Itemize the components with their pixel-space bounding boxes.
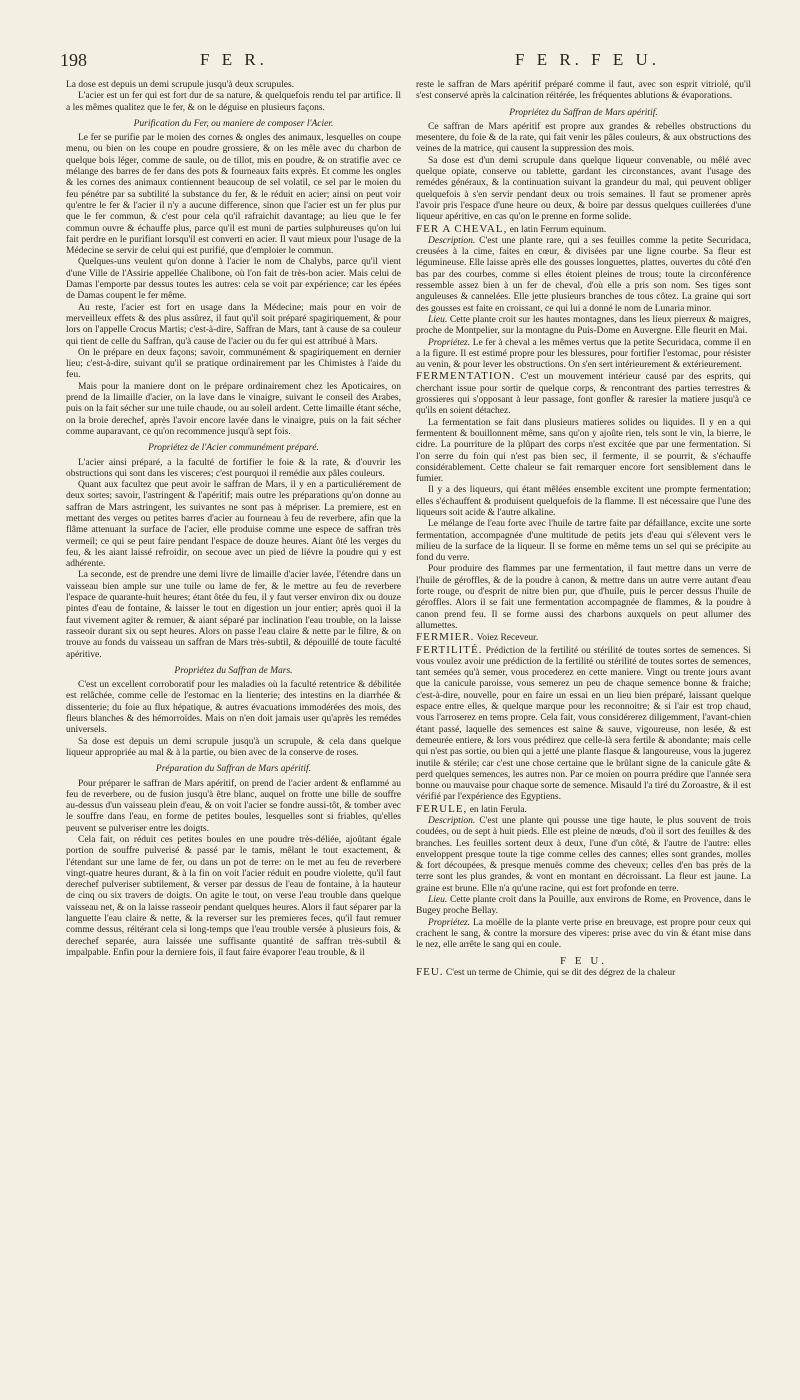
body-paragraph [416, 519, 751, 564]
entry-paragraph [416, 371, 751, 417]
entry-paragraph [416, 967, 751, 979]
body-paragraph [66, 680, 401, 736]
paragraph-text: Le mélange de l'eau forte avec l'huile de tartre faite par défaillance, excite une sorte fermentation, accompagnée d'une multitude de petits jets d'eau qui s'élevent vers le milieu de la surface de la liqueur. Il se forme en même tems un sel qui se précipite au fond du verre. [416, 519, 751, 564]
body-paragraph [416, 418, 751, 486]
paragraph-text: Le fer se purifie par le moien des cornes & ongles des animaux, lesquelles on coupe menu, ou bien on les coupe en poudre grossiere, & on les mêle avec du charbon de quelque bois léger, comme de saule, ou de tillot, mis en poudre, & on stratifie avec ce mélange des barres de fer dans des pots & fourneaux faits exprès. Et comme les ongles & les cornes des animaux contiennent beaucoup de sel volatil, ce sel par le moien du feu pénétre par sa subtilité la substance du fer, & le réduit en acier; ainsi on peut voir qu'entre le fer & l'acier il n'y a aucune difference, sinon que l'acier est un fer plus pur que le fer commun, & c'est pour cela qu'il rafraichit davantage; au lieu que le fer commun ouvre & échauffe plus, parce qu'il est muni de parties sulphureuses qu'on lui fait perdre en le purifiant lorsqu'il est converti en acier. Il vaut mieux pour l'usage de la Médecine se servir de celui qui est purifié, que d'emploier le commun. [66, 133, 401, 257]
section-heading: Purification du Fer, ou maniere de composer l'Acier. [133, 118, 334, 129]
body-paragraph [416, 315, 751, 338]
paragraph-text: Pour préparer le saffran de Mars apéritif, on prend de l'acier ardent & enflammé au feu de reverbere, ou de fusion jusqu'à être blanc, auquel on frotte une bille de souffre au-dessus d'un vaisseau plein d'eau, & on voit l'acier se fondre aussi-tôt, & tomber avec le souffre dans l'eau, en forme de petites boules, lesquelles sont si friables, qu'elles peuvent se pulveriser entre les doigts. [66, 778, 401, 834]
paragraph-text: La fermentation se fait dans plusieurs matieres solides ou liquides. Il y en a qui fermentent & bouillonnent même, sans qu'on y ajoûte rien, tels sont le vin, la bierre, le cidre. La pourriture de la plûpart des corps n'est excitée que par une fermentation. Si l'on serre du foin qui n'est pas bien sec, il fermente, il se pourrit, & s'échauffe considérablement. Cette chaleur se fait remarquer encore fort sensiblement dans le fumier. [416, 417, 751, 485]
paragraph-text: La dose est depuis un demi scrupule jusqu'à deux scrupules. [66, 80, 295, 90]
body-paragraph [66, 480, 401, 570]
entry-term: FERULE, [416, 802, 468, 815]
body-paragraph [416, 816, 751, 895]
entry-label: Propriétez. [428, 917, 471, 928]
paragraph-text: en latin Ferula. [467, 804, 527, 815]
paragraph-text: Voiez Receveur. [474, 633, 539, 644]
body-paragraph [416, 485, 751, 519]
entry-term: FERTILITÉ. [416, 643, 483, 656]
paragraph-text: Il y a des liqueurs, qui étant mêlées ensemble excitent une prompte fermentation; elles s'échauffent & produisent quelquefois de la flamme. Il est nécessaire que l'une des liqueurs soit acide & l'autre alkaline. [416, 485, 751, 518]
entry-term: FERMENTATION. [416, 370, 516, 383]
paragraph-text: Sa dose est depuis un demi scrupule jusqu'à un scrupule, & cela dans quelque liqueur appropriée au mal & à la partie, ou bien avec de la conserve de roses. [66, 736, 401, 758]
body-paragraph [66, 779, 401, 835]
body-paragraph [66, 257, 401, 302]
section-heading: Préparation du Saffran de Mars apéritif. [155, 764, 312, 775]
body-paragraph [416, 156, 751, 224]
body-paragraph [416, 895, 751, 918]
section-heading: Propriétez du Saffran de Mars apéritif. [509, 107, 658, 118]
paragraph-text: reste le saffran de Mars apéritif préparé comme il faut, avec son esprit vitriolé, qu'il s'est conservé après la calcination réitérée, les fréquentes ablutions & évaporations. [416, 80, 751, 102]
body-paragraph [66, 303, 401, 348]
paragraph-text: C'est un terme de Chimie, qui se dit des dégrez de la chaleur [443, 967, 676, 978]
paragraph-text: C'est un excellent corroboratif pour les maladies où la faculté retentrice & débilitée est relâchée, comme celle de l'estomac en la lienterie; des intestins en la diarrhée & dissenterie; du foie au flux hépatique, & autres évacuations immodérées des mois, des fleurs blanches & des hémorroïdes. Mais on n'en doit jamais user qu'après les remédes universels. [66, 680, 401, 736]
page-number: 198 [60, 50, 87, 70]
page-header [60, 50, 750, 74]
body-paragraph [416, 236, 751, 315]
body-paragraph [416, 80, 751, 103]
entry-paragraph [416, 804, 751, 816]
entry-term: FEU. [416, 965, 444, 978]
paragraph-text: L'acier ainsi préparé, a la faculté de fortifier le foie & la rate, & d'ouvrir les obstructions qui sont dans les visceres; c'est pourquoi il remédie aux pâles couleurs. [66, 457, 401, 479]
section-heading: Propriétez du Saffran de Mars. [174, 665, 293, 676]
body-paragraph [66, 737, 401, 760]
paragraph-text: C'est un mouvement intérieur causé par des esprits, qui cherchant issue pour sortir de quelque corps, & rencontrant des parties terrestres & grossieres qui s'opposant à leur passage, font gonfler & raresier la matiere jusqu'à ce qu'ils en soient détachez. [416, 372, 751, 417]
entry-label: Description. [428, 816, 476, 826]
section-heading: Propriétez de l'Acier communément préparé. [148, 443, 319, 454]
paragraph-text: Pour produire des flammes par une fermentation, il faut mettre dans un verre de l'huile de géroffles, & de la poudre à canon, & mettre dans un autre verre autant d'eau forte rouge, ou d'esprit de nitre bien pur, que d'huile, puis le percer dessus l'huile de géroffles. Alors il se fait une fermentation accompagnée de flammes, & la poudre à canon prend feu. Il se forme aussi des charbons auxquels on peut allumer des allumettes. [416, 564, 751, 631]
body-paragraph [416, 122, 751, 156]
entry-label: Propriétez. [428, 337, 471, 348]
body-paragraph [66, 382, 401, 438]
paragraph-text: L'acier est un fer qui est fort dur de sa nature, & quelquefois rendu tel par artifice. Il a les mêmes qualitez que le fer, & on le déguise en plusieurs façons. [66, 91, 401, 113]
paragraph-text: Cette plante croit sur les hautes montagnes, dans les lieux pierreux & maigres, proche de Montpelier, sur la montagne du Puis-Dome en Auvergne. Elle fleurit en Mai. [416, 314, 751, 337]
paragraph-text: en latin Ferrum equinum. [507, 224, 607, 235]
entry-paragraph [416, 224, 751, 236]
body-paragraph [416, 918, 751, 952]
paragraph-text: La moëlle de la plante verte prise en breuvage, est propre pour ceux qui crachent le sang, & contre la morsure des viperes: prise avec du vin & étant mise dans le nez, elle arrête le sang qui en coule. [416, 917, 751, 951]
paragraph-text: Sa dose est d'un demi scrupule dans quelque liqueur convenable, ou mêlé avec quelque opiate, conserve ou tablette, gardant les circonstances, avant l'usage des remédes généraux, & la continuation suivant la grandeur du mal, qui peuvent obliger quelquefois à s'en servir pendant deux ou trois semaines. Il faut se promener après l'avoir pris l'espace d'une heure ou deux, & boire par dessus quelques cuillerées d'une liqueur apéritive, en cas qu'on le prenne en forme solide. [416, 155, 751, 223]
paragraph-text: Le fer à cheval a les mêmes vertus que la petite Securidaca, comme il en a la figure. Il est estimé propre pour les blessures, pour fortifier l'estomac, pour résister au venin, & pour lever les obstructions. On s'en sert intérieurement & extérieurement. [416, 337, 751, 371]
entry-label: Description. [428, 235, 476, 246]
paragraph-text: C'est une plante qui pousse une tige haute, le plus souvent de trois coudées, ou de sept à huit pieds. Elle est pleine de nœuds, d'où il sort des feuilles & des branches. Les feuilles sortent deux à deux, l'une d'un côté, & l'autre de l'autre: elles enveloppent presque toute la tige comme celles des cannes; elles sont grandes, molles & fort découpées, & presque menuës comme des cheveux; celles d'en bas près de la terre sont les plus grandes, & vont en montant en décroissant. La fleur est jaune. La graine est brune. Elle n'a qu'une racine, qui est fort profonde en terre. [416, 816, 751, 894]
paragraph-text: C'est une plante rare, qui a ses feuilles comme la petite Securidaca, creusées à la cime, faites en cœur, & divisées par une ligne courbe. Sa fleur est légumineuse. Elle laisse après elle des gousses longuettes, plattes, ouvertes du côté d'en bas par des courbes, comme si elles étoient pleines de trous; toute la circonférence ressemble assez bien à un fer de cheval, d'où elle a pris son nom. Ses tiges sont anguleuses & cannelées. Elle jette plusieurs branches de tous côtez. La graine qui sort des gousses est faite en croissant, ce qui lui a donné le nom de Lunaria minor. [416, 235, 751, 314]
paragraph-text: On le prépare en deux façons; savoir, communément & spagiriquement en dernier lieu; c'est-à-dire, suivant qu'il se pratique ordinairement par les Chimistes à l'aide du feu. [66, 347, 401, 381]
right-column [416, 80, 751, 1360]
paragraph-text: Prédiction de la fertilité ou stérilité de toutes sortes de semences. Si vous voulez avoir une prédiction de la fertilité ou stérilité de toutes sortes de semences, tant semées qu'à semer, vous procederez en cette maniere. Vingt ou trente jours avant que la canicule paroisse, vous semerez un peu de chaque semence bonne & fraiche; c'est-à-dire, nouvelle, pour en faire un essai en un lieu bien préparé, laissant quelque espace entre elles, & quelque marque pour les reconnoitre; & si l'air est trop chaud, vous l'arroserez en tems propre. Cela fait, vous considérerez diligemment, l'avant-chien étant passé, laquelle des semences est saine & sauve, vigoureuse, non lesée, & est demeurée entiere, & lors vous prédirez que celle-là sera fertile & abondante; mais celle qui n'est pas sortie, ou bien qui a jetté une plante flasque & langoureuse, vous la jugerez inutile & stérile; car c'est une chose certaine que le brûlant signe de la canicule gâte & perd quelques semences, les autres non. Par ce moien on pourra prédire que l'année sera bonne ou mauvaise pour chaque sorte de semence. Misauld l'a tiré du Zoroastre, & il est vérifié par l'expérience des Egyptiens. [416, 645, 751, 803]
left-column [66, 80, 401, 1360]
entry-term: FER A CHEVAL, [416, 222, 508, 235]
running-head-left: F E R. [200, 50, 268, 69]
body-paragraph [416, 564, 751, 632]
entry-label: Lieu. [428, 895, 448, 906]
paragraph-text: Quelques-uns veulent qu'on donne à l'acier le nom de Chalybs, parce qu'il vient d'une Ville de l'Assirie appellée Chalibone, où l'on fait de très-bon acier. Mais celui de Damas l'emporte par dessus toutes les autres: cela se voit par expérience; car les épées de Damas coupent le fer même. [66, 257, 401, 302]
paragraph-text: La seconde, est de prendre une demi livre de limaille d'acier lavée, l'étendre dans un vaisseau bien ample sur une tuile ou lame de fer, & le mettre au feu de reverbere l'espace de quarante-huit heures; étant ôtée du feu, il y faut verser environ dix ou douze pintes d'eau de fontaine, & laisser le tout en digestion un jour entier; après quoi il la faut vivement agiter & remuer, & aiant séparé par inclination l'eau trouble, on la laisse rasseoir durant six ou sept heures. Alors on passe l'eau claire & nette par le filtre, & on trouve au fonds du vaisseau un saffran de Mars très-subtil, & dépouillé de toute faculté apéritive. [66, 570, 401, 660]
body-paragraph [66, 348, 401, 382]
entry-label: Lieu. [428, 314, 448, 325]
body-paragraph [66, 458, 401, 481]
body-paragraph [66, 835, 401, 959]
paragraph-text: Au reste, l'acier est fort en usage dans la Médecine; mais pour en voir de merveilleux effets & des plus assûrez, il faut qu'il soit préparé spagiriquement, & pour lors on l'appelle Crocus Martis; c'est-à-dire, Saffran de Mars, tant à cause de sa couleur qui tient de celle du Saffran, qu'à cause de l'acier ou du fer qui est attribué à Mars. [66, 302, 401, 347]
paragraph-text: Cela fait, on réduit ces petites boules en une poudre très-déliée, ajoûtant égale portion de souffre pulverisé & passé par le tamis, mêlant le tout exactement, & l'étendant sur une lame de fer, ou dans un pot de terre: on le met au feu de reverbere vingt-quatre heures durant, & à la fin on voit l'acier réduit en poudre violette, qu'il faut derechef pulveriser subtilement, & verser par dessus de l'eau de fontaine, à la hauteur de cinq ou six travers de doigts. On agite le tout, on verse l'eau trouble dans quelque vaisseau net, & on la laisse rasseoir pendant quelques heures. Alors il faut séparer par la languette l'eau claire & nette, & la reverser sur les premieres feces, qu'il faut remuer comme dessus, réitérant cela si long-temps que l'eau trouble versée à plusieurs fois, & derechef separée, aura laissée une suffisante quantité de saffran très-subtil & impalpable. Enfin pour la derniere fois, il faut faire évaporer l'eau trouble, & il [66, 835, 401, 958]
paragraph-text: Ce saffran de Mars apéritif est propre aux grandes & rebelles obstructions du mesentere, du foie & de la rate, qui fait venir les pâles couleurs, & aux obstructions des veines de la matrice, qui causent la suppression des mois. [416, 121, 751, 155]
body-paragraph [416, 338, 751, 372]
section-letter-heading: F E U. [559, 954, 608, 967]
paragraph-text: Quant aux facultez que peut avoir le saffran de Mars, il y en a particuliérement de deux sortes; savoir, l'astringent & l'apéritif; mais outre les préparations qu'on donne au saffran de Mars astringent, les suivantes ne sont pas à mépriser. La premiere, est en mettant des verges ou petites barres d'acier au fourneau à feu de reverbere, afin que la flâme attenuant la surface de l'acier, elle produise comme une espece de saffran très vermeil; ce qui se peut faire pendant l'espace de douze heures. Aiant ôté les verges du feu, & les aiant laissé refroidir, on secoue avec un pied de liévre la poudre qui y est adhérente. [66, 480, 401, 570]
body-paragraph [66, 80, 401, 91]
paragraph-text: Mais pour la maniere dont on le prépare ordinairement chez les Apoticaires, on prend de la limaille d'acier, on la lave dans le vinaigre, suivant le conseil des Arabes, puis on la fait sécher sur une tuile chaude, ou au soleil ardent. Cette limaille étant séche, on la broie derechef, après l'avoir encore lavée dans le vinaigre, puis on la fait sécher comme auparavant, ce qu'on recommence jusqu'à sept fois. [66, 381, 401, 437]
entry-term: FERMIER. [416, 631, 475, 644]
body-paragraph [66, 133, 401, 257]
body-paragraph [66, 570, 401, 660]
paragraph-text: Cette plante croit dans la Pouille, aux environs de Rome, en Provence, dans le Bugey proche Bellay. [416, 895, 751, 917]
entry-paragraph [416, 645, 751, 804]
running-head-right: F E R. F E U. [515, 50, 661, 69]
body-paragraph [66, 91, 401, 114]
